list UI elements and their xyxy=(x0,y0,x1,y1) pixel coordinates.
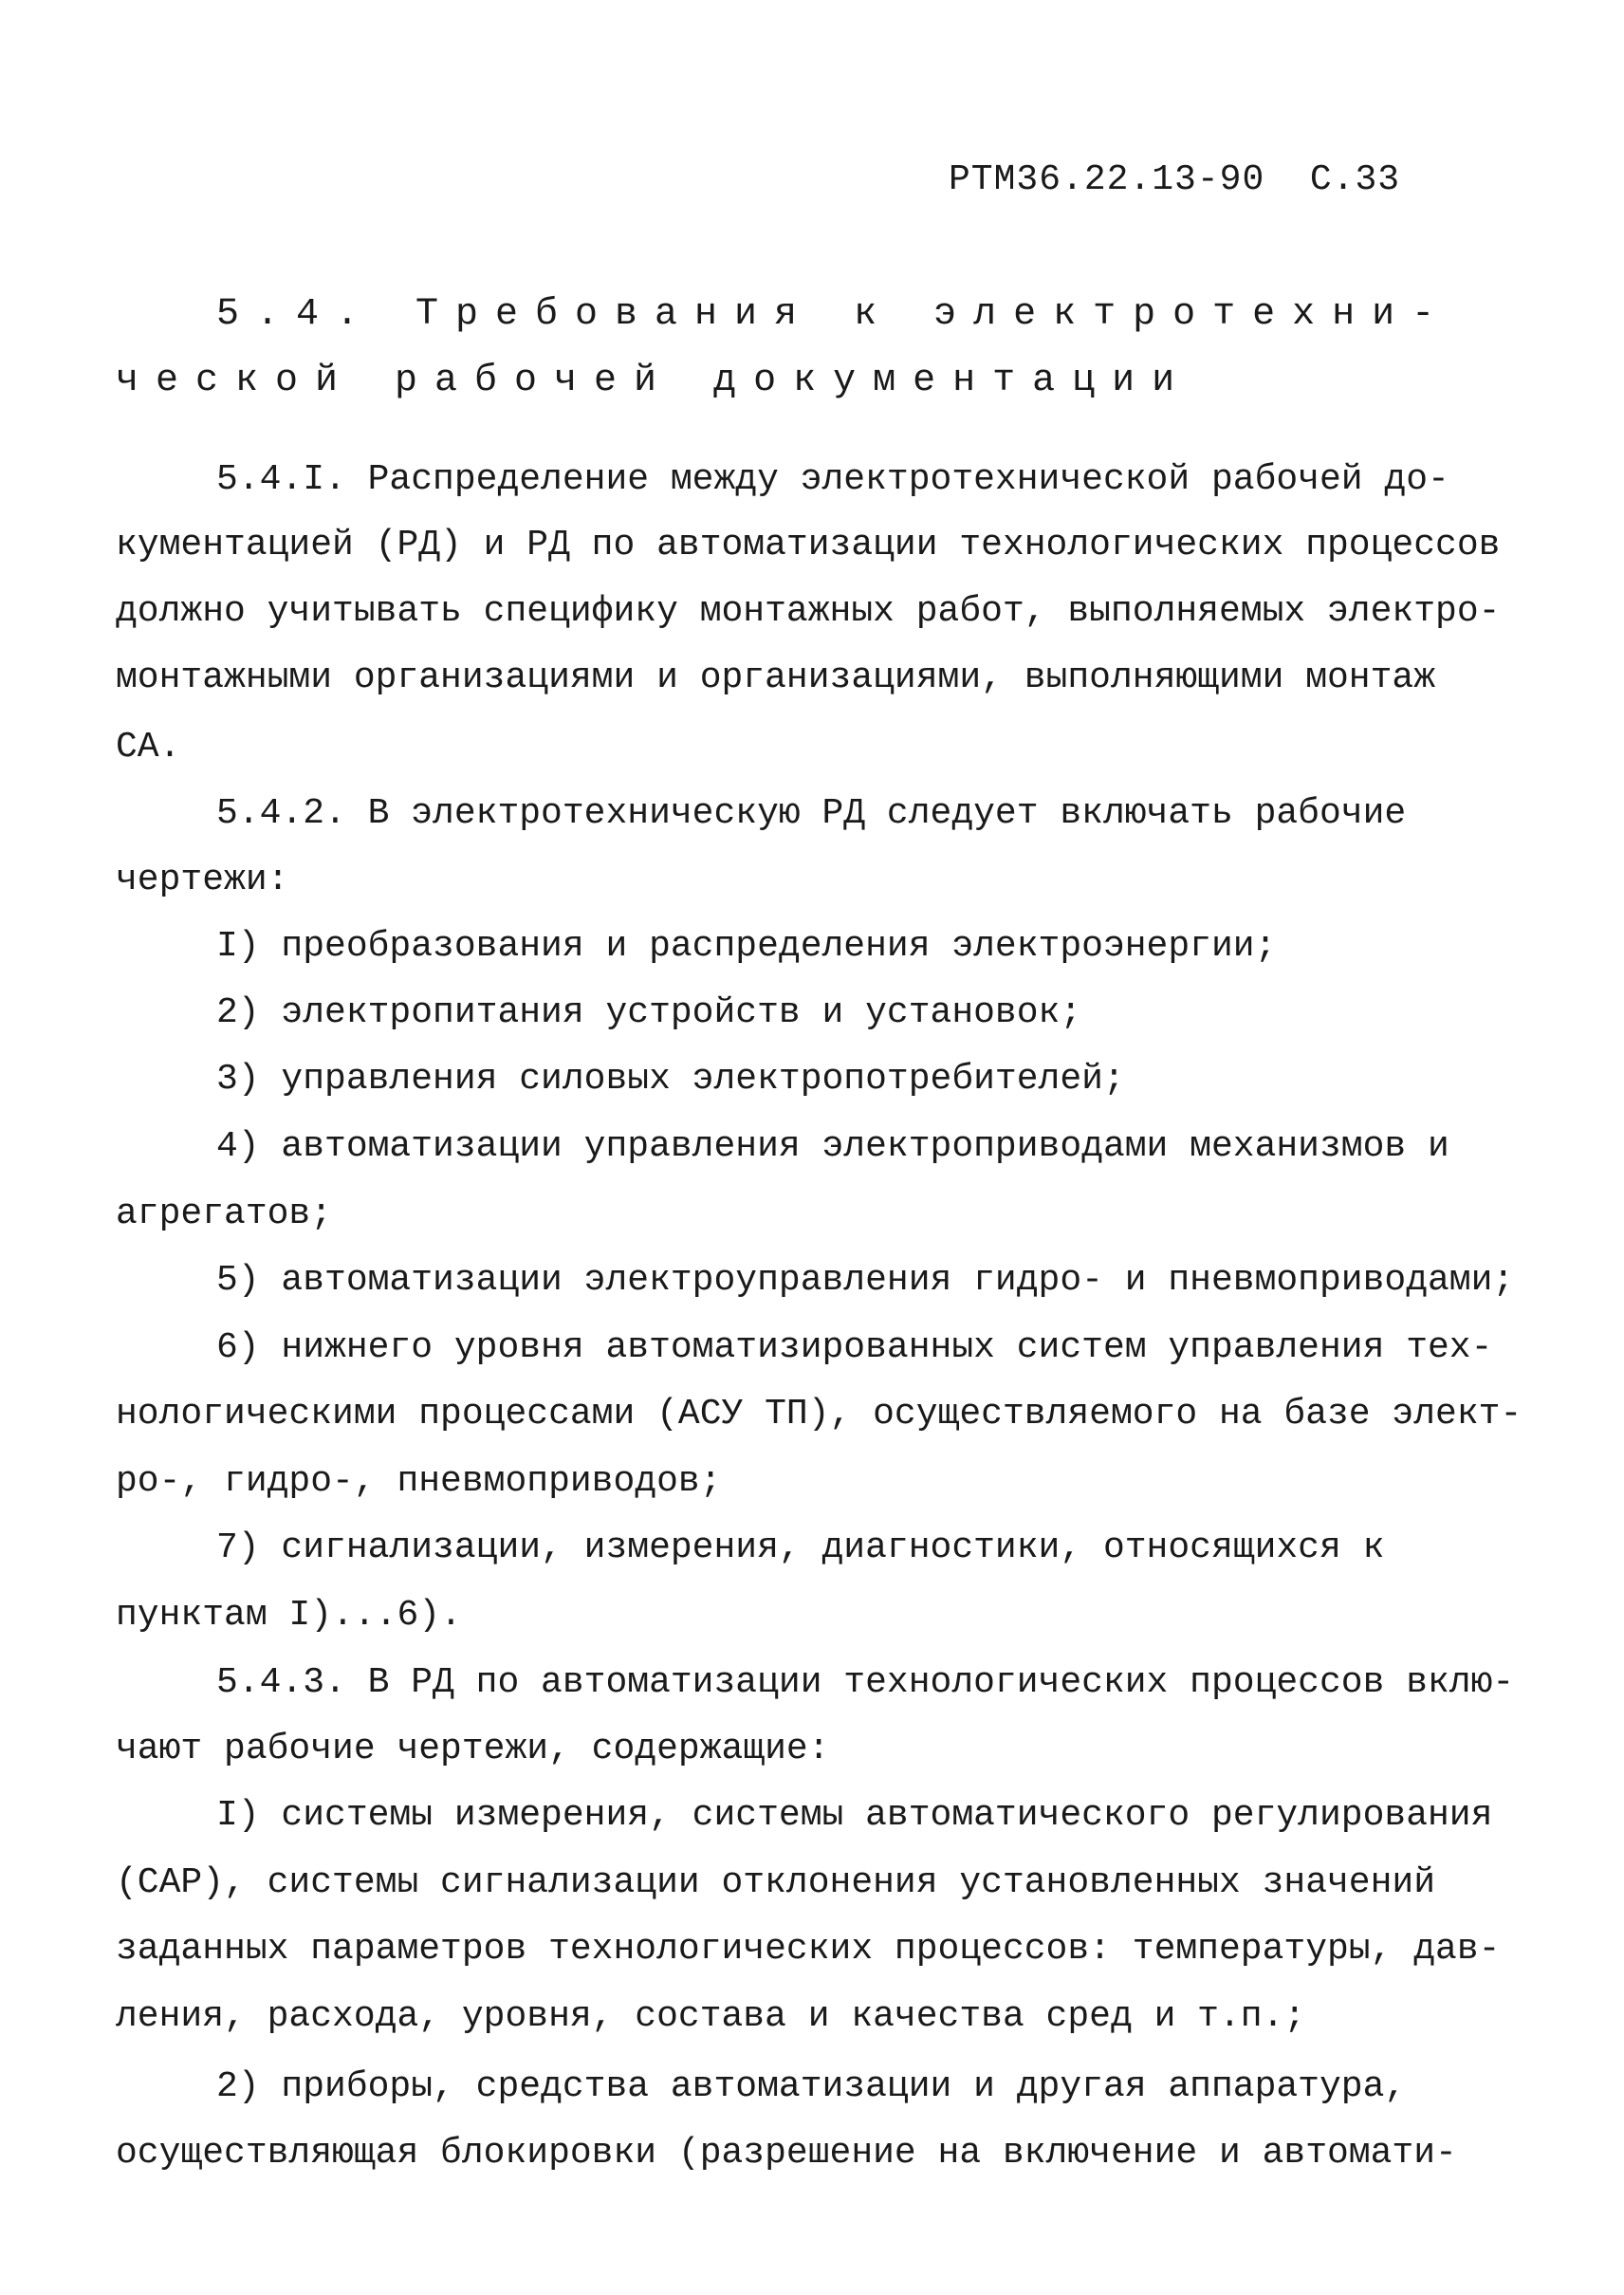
list-item-2: 2) электропитания устройств и установок; xyxy=(216,992,1082,1033)
page-number: С.33 xyxy=(1309,159,1401,200)
section-title-line-2: ческой рабочей документации xyxy=(116,360,1192,402)
paragraph-5-4-2-line-1: 5.4.2. В электротехническую РД следует включать рабочие xyxy=(216,793,1407,834)
paragraph-5-4-1-line-5: СА. xyxy=(116,727,181,768)
document-code: РТМ36.22.13-90 xyxy=(949,159,1265,200)
list-item-5: 5) автоматизации электроуправления гидро- и пневмоприводами; xyxy=(216,1260,1515,1301)
sublist-item-1-line-2: (САР), системы сигнализации отклонения установленных значений xyxy=(116,1862,1436,1903)
paragraph-5-4-3-line-2: чают рабочие чертежи, содержащие: xyxy=(116,1729,830,1769)
page-header xyxy=(949,159,1400,200)
paragraph-5-4-1-line-3: должно учитывать специфику монтажных работ, выполняемых электро- xyxy=(116,591,1501,632)
sublist-item-1-line-4: ления, расхода, уровня, состава и качества сред и т.п.; xyxy=(116,1996,1306,2037)
list-item-1: I) преобразования и распределения электроэнергии; xyxy=(216,926,1277,967)
list-item-4-line-1: 4) автоматизации управления электроприводами механизмов и xyxy=(216,1126,1449,1167)
list-item-7-line-2: пунктам I)...6). xyxy=(116,1595,462,1636)
sublist-item-1-line-3: заданных параметров технологических процессов: температуры, дав- xyxy=(116,1929,1501,1970)
section-title-line-1: 5.4. Требования к электротехни- xyxy=(216,293,1452,336)
paragraph-5-4-2-line-2: чертежи: xyxy=(116,860,289,900)
sublist-item-2-line-1: 2) приборы, средства автоматизации и другая аппаратура, xyxy=(216,2066,1407,2107)
list-item-3: 3) управления силовых электропотребителей; xyxy=(216,1059,1125,1100)
sublist-item-2-line-2: осуществляющая блокировки (разрешение на включение и автомати- xyxy=(116,2133,1457,2174)
list-item-6-line-1: 6) нижнего уровня автоматизированных систем управления тех- xyxy=(216,1327,1493,1368)
list-item-6-line-2: нологическими процессами (АСУ ТП), осуществляемого на базе элект- xyxy=(116,1394,1522,1434)
sublist-item-1-line-1: I) системы измерения, системы автоматического регулирования xyxy=(216,1795,1493,1836)
paragraph-5-4-3-line-1: 5.4.3. В РД по автоматизации технологических процессов вклю- xyxy=(216,1662,1515,1703)
paragraph-5-4-1-line-1: 5.4.I. Распределение между электротехнической рабочей до- xyxy=(216,459,1449,500)
list-item-4-line-2: агрегатов; xyxy=(116,1194,333,1234)
paragraph-5-4-1-line-4: монтажными организациями и организациями, выполняющими монтаж xyxy=(116,657,1436,698)
paragraph-5-4-1-line-2: кументацией (РД) и РД по автоматизации технологических процессов xyxy=(116,525,1501,565)
list-item-7-line-1: 7) сигнализации, измерения, диагностики, относящихся к xyxy=(216,1527,1385,1568)
list-item-6-line-3: ро-, гидро-, пневмоприводов; xyxy=(116,1461,722,1502)
